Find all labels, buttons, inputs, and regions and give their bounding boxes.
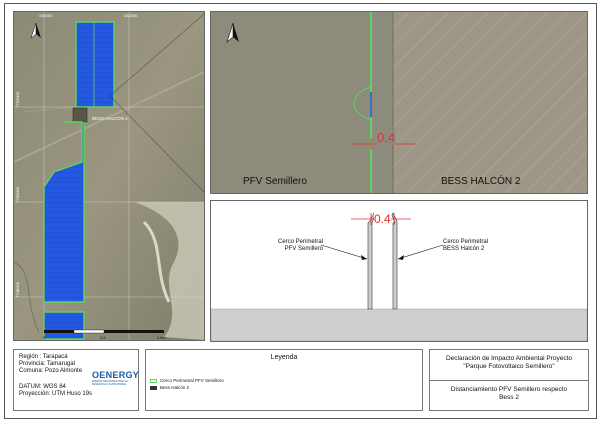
grid-label-left-1: 7752000 [15,92,20,108]
legend-item-bess [150,385,189,390]
fence-post-right [392,213,397,309]
grid-label-left-2: 7750000 [15,187,20,203]
legend-item-perimeter [150,378,224,383]
title-divider [430,380,588,381]
overview-map-svg [14,12,204,340]
fence-post-left [368,213,375,309]
figure-subtitle: Bess 2 [499,394,519,401]
zoom-label-bess: BESS HALCÓN 2 [441,176,521,187]
perimeter-swatch-icon [150,379,157,383]
company-logo [92,370,138,386]
zoom-map[interactable] [210,11,588,194]
project-name: "Parque Fotovoltaico Semillero" [463,363,555,370]
logo-subtext: ENERGÍA RENOVABLE PARA EL DESARROLLO SUSTENTABLE [92,380,129,386]
datum-text: DATUM: WGS 84 [19,384,66,390]
zoom-distance-label: 0.4 [377,130,396,145]
zoom-label-pfv: PFV Semillero [243,176,307,187]
figure-title: Distanciamiento PFV Semillero respecto [450,386,568,393]
region-text: Región : Tarapacá [19,354,68,360]
grid-label-top-2: 432000 [124,13,138,18]
fence-label-pfv: Cerco Perimetral PFV Semillero [277,239,323,252]
logo-text: OENERGY [92,370,140,380]
provincia-text: Provincia: Tamarugal [19,361,75,367]
proyeccion-text: Proyección: UTM Huso 19s [19,391,93,397]
location-box [13,349,139,411]
bess-hatched-area [393,12,587,193]
scale-label-1: 0,5 [100,335,106,340]
section-diagram [210,200,588,342]
title-block [429,349,589,411]
scale-bar [44,330,164,333]
fence-label-bess: Cerco Perimetral BESS Halcón 2 [443,239,489,252]
pfv-area [211,12,371,193]
map-sheet [4,3,597,419]
section-svg [211,201,587,341]
zoom-map-svg [211,12,587,193]
scale-label-2: 1 km [157,335,166,340]
legend-box [145,349,423,411]
grid-label-left-3: 7748000 [15,282,20,298]
legend-item-label: Cerco Perimetral PFV Semillero [160,378,224,383]
bess-map-label: BESS HALCÓN 2 [92,116,128,121]
section-distance-label: 0.4 [374,212,391,226]
overview-map[interactable] [13,11,205,341]
legend-item-label: Bess Halcón 2 [160,385,190,390]
grid-label-top-1: 430000 [39,13,53,18]
scale-label-0: 0 [43,335,46,340]
comuna-text: Comuna: Pozo Almonte [19,368,83,374]
pv-panels-north [76,22,114,107]
project-title: Declaración de Impacto Ambiental Proyecto [445,355,573,362]
bess-swatch-icon [150,386,157,390]
ground [211,309,587,341]
legend-title: Leyenda [270,354,298,361]
bess-area [73,108,87,122]
